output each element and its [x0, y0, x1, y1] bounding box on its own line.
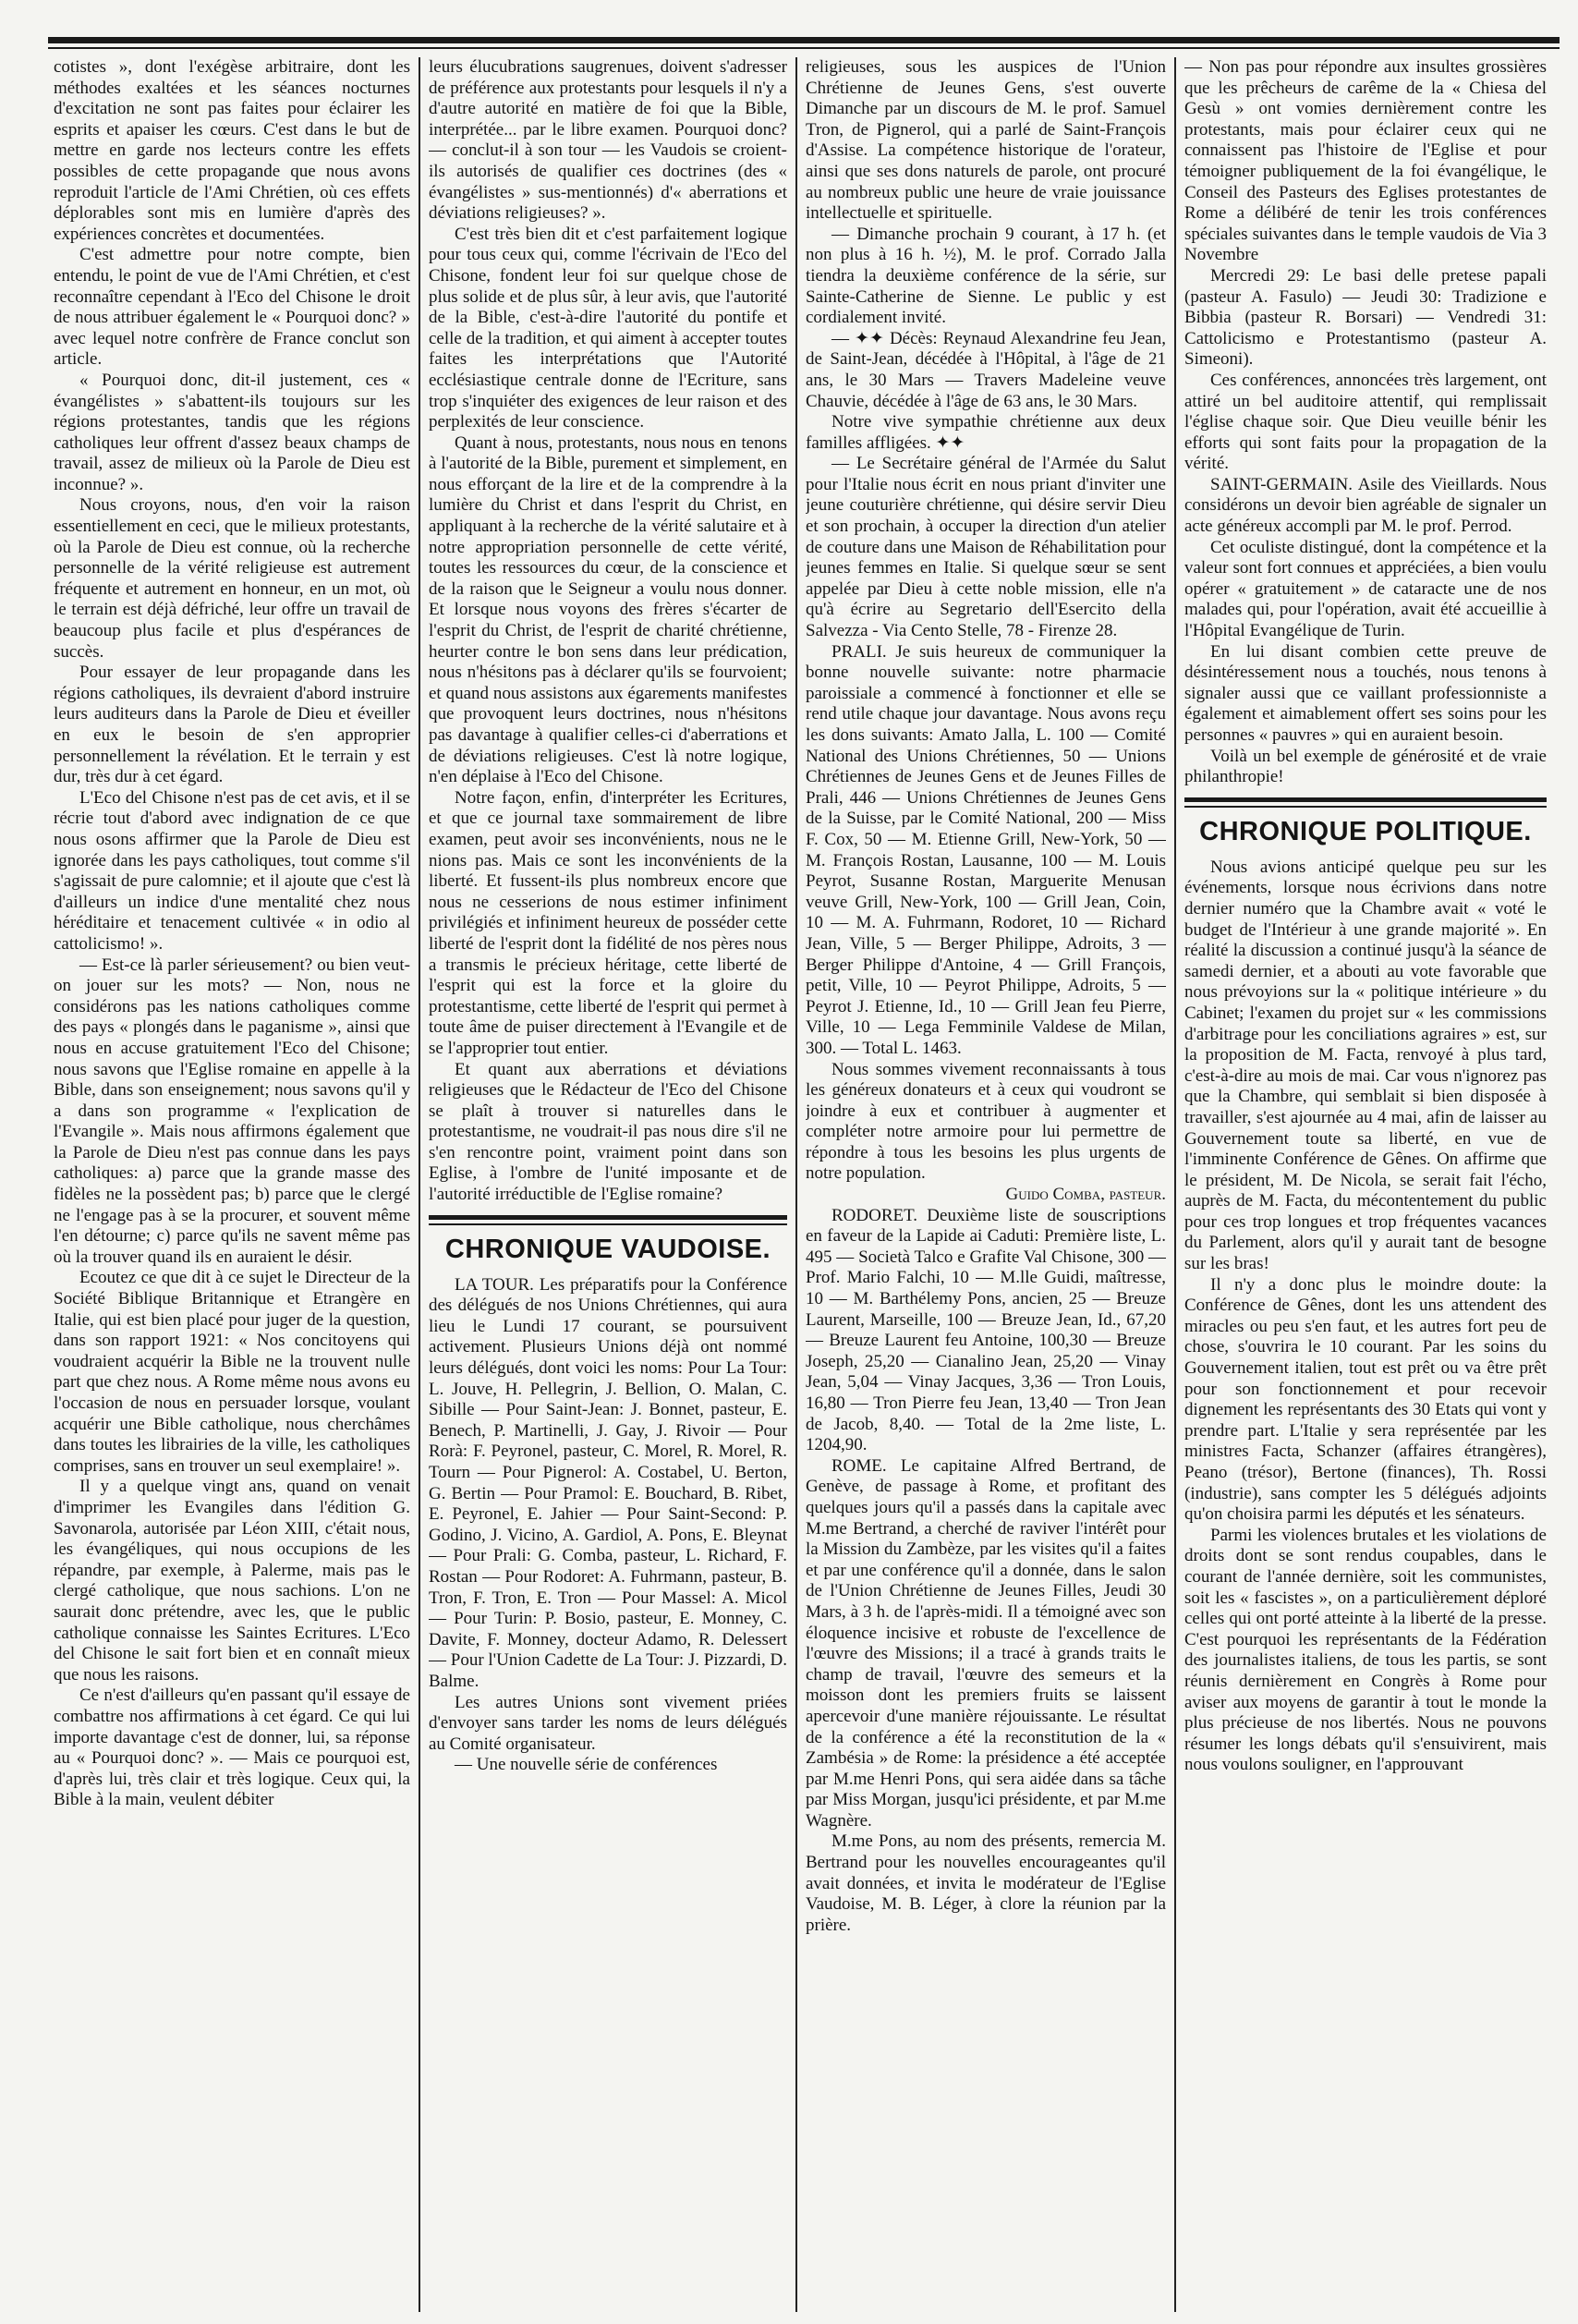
- paragraph: Mercredi 29: Le basi delle pretese papali (pasteur A. Fasulo) — Jeudi 30: Tradizione e Bibbia (pasteur R. Borsari) — Vendredi 31: Cattolicismo e Protestantismo (pasteur A. Simeoni).: [1184, 265, 1547, 370]
- section-title: CHRONIQUE VAUDOISE.: [444, 1234, 771, 1264]
- paragraph: Notre façon, enfin, d'interpréter les Ecritures, et que ce journal taxe sommairement de libre examen, peut avoir ses inconvénients, nous ne le nions pas. Mais ce sont les inconvénients de la liberté. Et fussent-ils plus nombreux encore que nous ne cesserions de nous estimer infiniment privilégiés et infiniment heureux de posséder cette liberté de l'esprit dont la fidélité de nos pères nous a transmis le précieux héritage, cette liberté de l'esprit qui est la force et la gloire du protestantisme, cette liberté de l'esprit qui permet à toute âme de puiser directement à l'Evangile et de se l'approprier tout entier.: [429, 787, 787, 1058]
- paragraph: leurs élucubrations saugrenues, doivent s'adresser de préférence aux protestants pour lesquels il n'y a d'autre autorité en matière de foi que la Bible, interprétée... par le libre examen. Pourquoi donc? — conclut-il à son tour — les Vaudois se croient-ils autorisés de qualifier ces doctrines (des « évangélistes » sus-mentionnés) d'« aberrations et déviations religieuses? ».: [429, 57, 787, 224]
- paragraph: Nous avions anticipé quelque peu sur les événements, lorsque nous écrivions dans notre dernier numéro que la Chambre avait « voté le budget de l'Intérieur à une grande majorité ». En réalité la discussion a continué jusqu'à la séance de samedi dernier, et a abouti au vote favorable que nous prévoyions sur la « politique intérieure » du Cabinet; l'examen du projet sur « les commissions d'arbitrage pour les conciliations agraires » est, sur la proposition de M. Facta, renvoyé à plus tard, c'est-à-dire au mois de mai. Car vous n'ignorez pas que la Chambre, qui semblait si bien disposée à travailler, s'est ajournée au 4 mai, afin de laisser au Gouvernement toute sa liberté, en vue de l'imminente Conférence de Gênes. On affirme que le président, M. De Nicola, se serait fait l'écho, auprès de M. Facta, du mécontentement du public pour ces trop longues et trop fréquentes vacances du Parlement, alors qu'il y aurait tant de besogne sur les bras!: [1184, 857, 1547, 1274]
- paragraph: Ecoutez ce que dit à ce sujet le Directeur de la Société Biblique Britannique et Etrangère en Italie, qui est bien placé pour juger de la question, dans son rapport 1921: « Nos concitoyens qui voudraient acquérir la Bible ne la trouvent nulle part que chez nous. A Rome même nous avons eu l'occasion de nous en persuader lorsque, voulant acquérir une Bible catholique, nous cherchâmes dans toutes les librairies de la ville, les catholiques comprises, sans en trouver un seul exemplaire! ».: [54, 1268, 410, 1476]
- section-heading-vaudoise: [429, 1215, 787, 1266]
- paragraph: religieuses, sous les auspices de l'Union Chrétienne de Jeunes Gens, s'est ouverte Dimanche par un discours de M. le prof. Samuel Tron, de Pignerol, qui a parlé de Saint-François d'Assise. La compétence historique de l'orateur, ainsi que ses dons naturels de parole, ont procuré au nombreux public une heure de vraie jouissance intellectuelle et spirituelle.: [806, 57, 1166, 224]
- paragraph: M.me Pons, au nom des présents, remercia M. Bertrand pour les nouvelles encourageantes qu'il avait données, et invita le modérateur de l'Eglise Vaudoise, M. B. Léger, à clore la réunion par la prière.: [806, 1831, 1166, 1935]
- paragraph: En lui disant combien cette preuve de désintéressement nous a touchés, nous tenons à signaler aussi que ce vaillant professionniste a également et aimablement offert ses soins pour les personnes « pauvres » qui en auraient besoin.: [1184, 641, 1547, 745]
- column-4: [1184, 57, 1547, 2303]
- paragraph: LA TOUR. Les préparatifs pour la Conférence des délégués de nos Unions Chrétiennes, qui aura lieu le Lundi 17 courant, se poursuivent activement. Plusieurs Unions déjà ont nommé leurs délégués, dont voici les noms: Pour La Tour: L. Jouve, H. Pellegrin, J. Bellion, O. Malan, C. Sibille — Pour Saint-Jean: J. Bonnet, pasteur, E. Benech, P. Martinelli, J. Gay, J. Rivoir — Pour Rorà: F. Peyronel, pasteur, C. Morel, R. Morel, R. Tourn — Pour Pignerol: A. Costabel, U. Berton, G. Bertin — Pour Pramol: E. Bouchard, B. Ribet, E. Peyronel, E. Jahier — Pour Saint-Second: P. Godino, J. Vicino, A. Gardiol, A. Pons, E. Bleynat — Pour Prali: G. Comba, pasteur, L. Richard, F. Rostan — Pour Rodoret: A. Fuhrmann, pasteur, B. Tron, F. Tron, E. Tron — Pour Massel: A. Micol — Pour Turin: P. Bosio, pasteur, E. Monney, C. Davite, F. Monney, docteur Adamo, R. Delessert — Pour l'Union Cadette de La Tour: J. Pizzardi, D. Balme.: [429, 1274, 787, 1691]
- section-heading-politique: [1184, 797, 1547, 848]
- paragraph: — Le Secrétaire général de l'Armée du Salut pour l'Italie nous écrit en nous priant d'inviter une jeune couturière chrétienne, qui désire servir Dieu et son prochain, à occuper la direction d'un atelier de couture dans une Maison de Réhabilitation pour jeunes femmes en Italie. Si quelque sœur se sent appelée par Dieu à cette noble mission, elle n'a qu'à écrire au Segretario dell'Esercito della Salvezza - Via Cento Stelle, 78 - Firenze 28.: [806, 454, 1166, 641]
- paragraph: PRALI. Je suis heureux de communiquer la bonne nouvelle suivante: notre pharmacie paroissiale a commencé à fonctionner et elle se rend utile chaque jour davantage. Nous avons reçu les dons suivants: Amato Jalla, L. 100 — Comité National des Unions Chrétiennes, 50 — Unions Chrétiennes de Jeunes Gens et de Jeunes Filles de Prali, 446 — Unions Chrétiennes de Jeunes Gens de la Suisse, par le Comité National, 200 — Miss F. Cox, 50 — M. Etienne Grill, New-York, 50 — M. François Rostan, Lausanne, 100 — M. Louis Peyrot, Susanne Rostan, Marguerite Menusan veuve Grill, New-York, 100 — Grill Jean, Coin, 10 — M. A. Fuhrmann, Rodoret, 10 — Richard Jean, Ville, 5 — Berger Philippe, Adroits, 3 — Berger Philippe d'Antoine, 4 — Grill François, petit, Ville, 10 — Peyrot Philippe, Adroits, 5 — Peyrot J. Etienne, Id., 10 — Grill Jean feu Pierre, Ville, 10 — Lega Femminile Valdese de Milan, 300. — Total L. 1463.: [806, 641, 1166, 1058]
- paragraph: RODORET. Deuxième liste de souscriptions en faveur de la Lapide ai Caduti: Première liste, L. 495 — Società Talco e Grafite Val Chisone, 300 — Prof. Mario Falchi, 10 — M.lle Guidi, maîtresse, 10 — M. Barthélemy Pons, ancien, 25 — Breuze Laurent, Marseille, 100 — Breuze Jean, Id., 67,20 — Breuze Laurent feu Antoine, 100,30 — Breuze Joseph, 25,20 — Cianalino Jean, 25,20 — Vinay Jean, 5,04 — Vinay Jacques, 3,36 — Tron Louis, 16,80 — Tron Pierre feu Jean, 13,40 — Tron Jean de Jacob, 8,40. — Total de la 2me liste, L. 1204,90.: [806, 1205, 1166, 1455]
- column-divider: [419, 57, 420, 2312]
- paragraph: — Non pas pour répondre aux insultes grossières que les prêcheurs de carême de la « Chiesa del Gesù » ont vomies dernièrement contre les protestants, mais pour éclairer ceux qui ne connaissent pas l'histoire de l'Eglise et pour témoigner publiquement de la foi évangélique, le Conseil des Pasteurs des Eglises protestantes de Rome a délibéré de tenir les trois conférences spéciales suivantes dans le temple vaudois de Via 3 Novembre: [1184, 57, 1547, 265]
- paragraph: Notre vive sympathie chrétienne aux deux familles affligées. ✦✦: [806, 412, 1166, 453]
- paragraph: C'est admettre pour notre compte, bien entendu, le point de vue de l'Ami Chrétien, et c'est reconnaître cependant à l'Eco del Chisone le droit de nous attribuer également le « Pourquoi donc? » avec lequel notre confrère de France conclut son article.: [54, 245, 410, 370]
- paragraph: Nous sommes vivement reconnaissants à tous les généreux donateurs et à ceux qui voudront se joindre à eux et contribuer à augmenter et compléter notre armoire pour lui permettre de répondre à tous les besoins les plus urgents de notre population.: [806, 1059, 1166, 1184]
- paragraph: SAINT-GERMAIN. Asile des Vieillards. Nous considérons un devoir bien agréable de signaler un acte généreux accompli par M. le prof. Perrod.: [1184, 474, 1547, 537]
- paragraph: L'Eco del Chisone n'est pas de cet avis, et il se récrie tout d'abord avec indignation de ce que nous osons affirmer que la Parole de Dieu est ignorée dans les pays catholiques, tout comme s'il s'agissait de pure calomnie; et il ajoute que c'est là d'ailleurs un indice d'une mentalité chez nous héréditaire et tenacement cultivée « in odio al cattolicismo! ».: [54, 787, 410, 954]
- paragraph: ROME. Le capitaine Alfred Bertrand, de Genève, de passage à Rome, et profitant des quelques jours qu'il a passés dans la capitale avec M.me Bertrand, a cherché de raviver l'intérêt pour la Mission du Zambèze, par les visites qu'il a faites et par une conférence qu'il a donnée, dans le salon de l'Union Chrétienne de Jeunes Filles, Jeudi 30 Mars, à 3 h. de l'après-midi. Il a témoigné avec son éloquence incisive et robuste de l'excellence de l'œuvre des Missions; il a tracé à grands traits le champ de travail, l'œuvre des semeurs et la moisson dont les premiers fruits se laissent apercevoir d'une manière réjouissante. Le résultat de la conférence a été la reconstitution de la « Zambésia » de Rome: la présidence a été acceptée par M.me Henri Pons, qui sera aidée dans sa tâche par Miss Morgan, jusqu'ici présidente, et par M.me Wagnère.: [806, 1455, 1166, 1831]
- section-title: CHRONIQUE POLITIQUE.: [1199, 816, 1532, 846]
- header-rule: [48, 37, 1560, 43]
- paragraph: — ✦✦ Décès: Reynaud Alexandrine feu Jean, de Saint-Jean, décédée à l'Hôpital, à l'âge de 21 ans, le 30 Mars — Travers Madeleine veuve Chauvie, décédée à l'âge de 63 ans, le 30 Mars.: [806, 328, 1166, 411]
- paragraph: Nous croyons, nous, d'en voir la raison essentiellement en ceci, que le milieux protestants, où la Parole de Dieu est connue, où la recherche personnelle de la vérité religieuse est autrement fréquente et autrement en honneur, en un mot, où le terrain est déjà défriché, leur offre un travail de beaucoup plus facile et plus d'espérances de succès.: [54, 495, 410, 662]
- section-rule-thin: [429, 1223, 787, 1225]
- paragraph: Parmi les violences brutales et les violations de droits dont se sont rendus coupables, dans le courant de l'année dernière, soit les communistes, soit les « fascistes », on a particulièrement déploré celles qui ont porté atteinte à la liberté de la presse. C'est pourquoi les représentants de la Fédération des journalistes italiens, de tous les partis, se sont réunis dernièrement en Congrès à Rome pour aviser aux moyens de garantir à tout le monde la plus précieuse de nos libertés. Nous ne pouvons résumer les longs débats qu'il s'ensuivirent, mais nous voulons souligner, en l'approuvant: [1184, 1525, 1547, 1775]
- paragraph: Pour essayer de leur propagande dans les régions catholiques, ils devraient d'abord instruire leurs auditeurs dans la Parole de Dieu et éveiller en eux le besoin de s'en approprier personnellement la révélation. Et le terrain y est dur, très dur à cet égard.: [54, 663, 410, 787]
- section-rule: [429, 1215, 787, 1220]
- paragraph: Voilà un bel exemple de générosité et de vraie philanthropie!: [1184, 746, 1547, 787]
- paragraph: « Pourquoi donc, dit-il justement, ces « évangélistes » s'abattent-ils toujours sur les régions protestantes, tandis que les régions catholiques leur offrent d'assez beaux champs de travail, assez de milieux où la Parole de Dieu est inconnue? ».: [54, 370, 410, 494]
- paragraph: — Est-ce là parler sérieusement? ou bien veut-on jouer sur les mots? — Non, nous ne considérons pas les nations catholiques comme des pays « plongés dans le paganisme », ainsi que nous en accuse gratuitement l'Eco del Chisone; nous savons que l'Eglise romaine en appelle à la Bible, dans son enseignement; nous savons qu'il y a dans son programme « l'explication de l'Evangile ». Mais nous affirmons également que la Parole de Dieu n'est pas connue dans les pays catholiques: a) parce que la grande masse des fidèles ne la possèdent pas; b) parce que le clergé ne l'engage pas à se la procurer, et souvent même l'en détourne; c) parce qu'ils ne savent même pas où la trouver quand ils en auraient le désir.: [54, 955, 410, 1267]
- signature: Guido Comba, pasteur.: [1005, 1185, 1166, 1205]
- header-rule-thin: [48, 47, 1560, 49]
- paragraph: Ces conférences, annoncées très largement, ont attiré un bel auditoire attentif, qui remplissait l'église chaque soir. Que Dieu veuille bénir les efforts qui sont faits pour la propagation de la vérité.: [1184, 370, 1547, 474]
- section-rule: [1184, 797, 1547, 802]
- column-1: [54, 57, 410, 2303]
- paragraph: Les autres Unions sont vivement priées d'envoyer sans tarder les noms de leurs délégués au Comité organisateur.: [429, 1692, 787, 1754]
- paragraph: cotistes », dont l'exégèse arbitraire, dont les méthodes exaltées et les séances nocturnes d'excitation ne sont pas faites pour éclairer les esprits et apaiser les cœurs. C'est dans le but de mettre en garde nos lecteurs contre les effets possibles de cette propagande que nous avons reproduit l'article de l'Ami Chrétien, où ces effets déplorables sont mis en lumière d'après des expériences concrètes et documentées.: [54, 57, 410, 244]
- column-3: [806, 57, 1166, 2303]
- paragraph: Cet oculiste distingué, dont la compétence et la valeur sont fort connues et appréciées, a bien voulu opérer « gratuitement » de cataracte une de nos malades qui, pour l'opération, avait été accueillie à l'Hôpital Evangélique de Turin.: [1184, 537, 1547, 641]
- paragraph: Il n'y a donc plus le moindre doute: la Conférence de Gênes, dont les uns attendent des miracles ou peu s'en faut, et les autres fort peu de chose, s'ouvrira le 10 courant. Par les soins du Gouvernement italien, tout est prêt ou va être prêt pour son fonctionnement et pour recevoir dignement les représentants des 30 Etats qui vont y prendre part. L'Italie y sera représentée par les ministres Facta, Schanzer (affaires étrangères), Peano (trésor), Bertone (finances), Th. Rossi (industrie), sans compter les 5 délégués adjoints qu'on choisira parmi les députés et les sénateurs.: [1184, 1274, 1547, 1525]
- paragraph: Quant à nous, protestants, nous nous en tenons à l'autorité de la Bible, purement et simplement, en nous efforçant de la lire et de la comprendre à la lumière du Christ et dans l'esprit du Christ, en appliquant à la recherche de la vérité salutaire et à notre appropriation personnelle de cette vérité, toutes les ressources du cœur, de la conscience et de la raison que le Seigneur a voulu nous donner. Et lorsque nous voyons des frères s'écarter de l'esprit du Christ, de l'esprit de charité chrétienne, heurter contre le bon sens dans leur prédication, nous n'hésitons pas à déclarer qu'ils se fourvoient; et quand nous assistons aux égarements manifestes que provoquent leurs doctrines, nous n'hésitons pas davantage à qualifier celles-ci d'aberrations et de déviations religieuses. C'est là notre logique, n'en déplaise à l'Eco del Chisone.: [429, 432, 787, 787]
- column-divider: [1174, 57, 1176, 2312]
- section-rule-thin: [1184, 806, 1547, 808]
- paragraph: C'est très bien dit et c'est parfaitement logique pour tous ceux qui, comme l'écrivain de l'Eco del Chisone, fondent leur foi sur quelque chose de plus solide et de plus sûr, à leur avis, que l'autorité de la Bible, c'est-à-dire l'autorité du pontife et celle de la tradition, et qui aiment à accepter toutes faites les interprétations que l'Autorité ecclésiastique centrale donne de l'Ecriture, sans trop s'inquiéter des exigences de leur raison et des perplexités de leur conscience.: [429, 224, 787, 432]
- paragraph: Et quant aux aberrations et déviations religieuses que le Rédacteur de l'Eco del Chisone se plaît à trouver si naturelles dans le protestantisme, ne voudrait-il pas nous dire s'il ne s'en rencontre point, vraiment point dans son Eglise, à l'ombre de l'unité imposante et de l'autorité irréductible de l'Eglise romaine?: [429, 1059, 787, 1205]
- column-2: [429, 57, 787, 2303]
- paragraph: — Une nouvelle série de conférences: [455, 1755, 718, 1775]
- column-divider: [795, 57, 797, 2312]
- paragraph: — Dimanche prochain 9 courant, à 17 h. (et non plus à 16 h. ½), M. le prof. Corrado Jalla tiendra la deuxième conférence de la série, sur Sainte-Catherine de Sienne. Le public y est cordialement invité.: [806, 224, 1166, 328]
- paragraph: Ce n'est d'ailleurs qu'en passant qu'il essaye de combattre nos affirmations à cet égard. Ce qui lui importe davantage c'est de donner, lui, sa réponse au « Pourquoi donc? ». — Mais ce pourquoi est, d'après lui, très clair et très logique. Ceux qui, la Bible à la main, veulent débiter: [54, 1685, 410, 1810]
- paragraph: Il y a quelque vingt ans, quand on venait d'imprimer les Evangiles dans l'édition G. Savonarola, autorisée par Léon XIII, c'était nous, les évangéliques, qui nous occupions de les répandre, par exemple, à Palerme, mais pas le clergé catholique, que nous sachions. L'on ne saurait donc prétendre, avec les, que le public catholique connaisse les Saintes Ecritures. L'Eco del Chisone le sait fort bien et en connaît mieux que nous les raisons.: [54, 1477, 410, 1685]
